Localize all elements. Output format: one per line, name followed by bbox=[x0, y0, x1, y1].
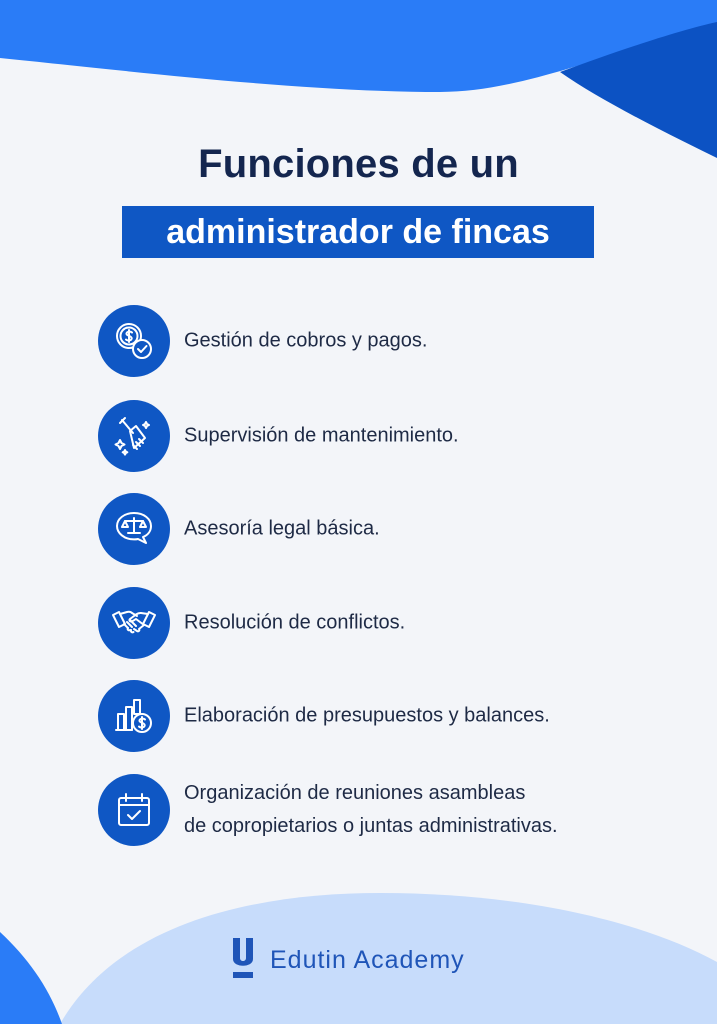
list-item-mantenimiento bbox=[98, 400, 658, 472]
handshake-icon bbox=[98, 587, 170, 659]
item-label-line-2: de copropietarios o juntas administrativas. bbox=[184, 815, 558, 837]
item-label: Supervisión de mantenimiento. bbox=[184, 424, 459, 447]
item-label: Elaboración de presupuestos y balances. bbox=[184, 704, 550, 727]
item-label: Gestión de cobros y pagos. bbox=[184, 329, 428, 352]
item-label: Asesoría legal básica. bbox=[184, 517, 380, 540]
coin-check-icon bbox=[98, 305, 170, 377]
brand-name: Edutin Academy bbox=[270, 945, 465, 974]
budget-chart-icon bbox=[98, 680, 170, 752]
item-label: Resolución de conflictos. bbox=[184, 611, 406, 634]
list-item-cobros-pagos bbox=[98, 305, 658, 377]
footer-brand bbox=[230, 938, 465, 982]
list-item-asesoria-legal bbox=[98, 493, 658, 565]
edutin-logo-icon bbox=[230, 936, 256, 985]
list-item-presupuestos bbox=[98, 680, 658, 752]
item-label-multiline bbox=[184, 777, 558, 843]
list-item-conflictos bbox=[98, 587, 658, 659]
item-label-line-1: Organización de reuniones asambleas bbox=[184, 782, 526, 804]
calendar-check-icon bbox=[98, 774, 170, 846]
list-item-reuniones bbox=[98, 774, 658, 846]
title-line-1: Funciones de un bbox=[198, 142, 519, 186]
legal-scale-chat-icon bbox=[98, 493, 170, 565]
bottom-left-corner-shape bbox=[0, 932, 62, 1024]
title-line-2-highlight bbox=[122, 206, 594, 258]
broom-icon bbox=[98, 400, 170, 472]
title-line-2-text: administrador de fincas bbox=[166, 212, 550, 251]
